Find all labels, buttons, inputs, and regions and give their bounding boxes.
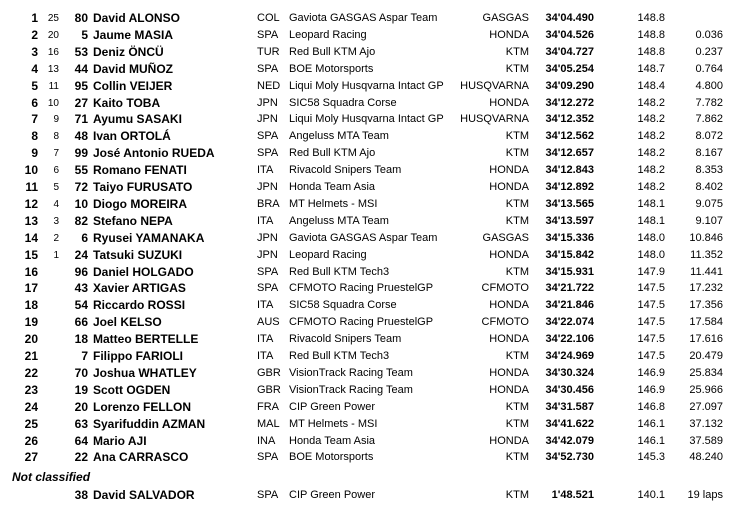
rider-number: 7 bbox=[81, 349, 88, 363]
gap: 37.132 bbox=[689, 417, 723, 430]
position: 13 bbox=[24, 213, 38, 228]
motorcycle: HONDA bbox=[489, 96, 529, 109]
team-name: Gaviota GASGAS Aspar Team bbox=[289, 231, 438, 244]
rider-number: 18 bbox=[74, 332, 88, 347]
position: 16 bbox=[24, 264, 38, 279]
rider-number: 22 bbox=[74, 450, 88, 465]
race-time: 34'15.336 bbox=[545, 231, 594, 244]
nationality: SPA bbox=[257, 28, 279, 41]
position: 19 bbox=[24, 315, 38, 330]
points: 3 bbox=[53, 215, 59, 227]
motorcycle: KTM bbox=[505, 417, 529, 430]
rider-number: 55 bbox=[74, 163, 88, 178]
avg-speed: 147.9 bbox=[637, 265, 665, 278]
nationality: ITA bbox=[257, 350, 274, 362]
rider-name: Joel KELSO bbox=[93, 315, 162, 330]
race-time: 34'05.254 bbox=[545, 62, 594, 75]
position: 26 bbox=[24, 433, 38, 448]
team-name: Red Bull KTM Ajo bbox=[289, 45, 376, 58]
race-time: 34'42.079 bbox=[545, 434, 594, 447]
motorcycle: CFMOTO bbox=[481, 282, 529, 295]
team-name: Red Bull KTM Ajo bbox=[289, 147, 376, 160]
gap: 11.352 bbox=[690, 248, 723, 261]
team-name: MT Helmets - MSI bbox=[289, 197, 378, 210]
motorcycle: HONDA bbox=[489, 181, 529, 193]
rider-name: Scott OGDEN bbox=[93, 382, 171, 397]
rider-name: Syarifuddin AZMAN bbox=[93, 416, 206, 431]
points: 25 bbox=[47, 13, 59, 24]
gap: 10.846 bbox=[689, 231, 723, 244]
avg-speed: 145.3 bbox=[637, 451, 665, 464]
rider-number: 72 bbox=[74, 180, 88, 194]
race-time: 34'41.622 bbox=[545, 417, 594, 430]
team-name: Leopard Racing bbox=[289, 28, 367, 41]
rider-name: Ayumu SASAKI bbox=[93, 112, 182, 127]
race-time: 34'31.587 bbox=[545, 400, 594, 413]
gap: 19 laps bbox=[687, 489, 723, 501]
rider-name: Ryusei YAMANAKA bbox=[93, 230, 205, 245]
gap: 17.616 bbox=[689, 333, 723, 346]
nationality: JPN bbox=[257, 96, 278, 109]
position: 4 bbox=[31, 61, 38, 76]
avg-speed: 148.2 bbox=[637, 113, 665, 126]
motorcycle: KTM bbox=[505, 62, 529, 75]
rider-name: Daniel HOLGADO bbox=[93, 264, 194, 279]
nationality: JPN bbox=[257, 248, 278, 261]
nationality: SPA bbox=[257, 265, 279, 278]
nationality: SPA bbox=[257, 62, 279, 75]
team-name: CFMOTO Racing PruestelGP bbox=[289, 282, 434, 295]
gap: 17.584 bbox=[689, 316, 723, 329]
nationality: ITA bbox=[257, 214, 274, 227]
race-time: 34'52.730 bbox=[545, 451, 594, 464]
team-name: BOE Motorsports bbox=[289, 451, 374, 464]
avg-speed: 148.0 bbox=[637, 231, 665, 244]
motorcycle: KTM bbox=[505, 350, 529, 362]
race-time: 34'12.272 bbox=[545, 96, 594, 109]
race-time: 34'22.074 bbox=[545, 316, 594, 329]
race-time: 34'04.727 bbox=[545, 45, 594, 58]
rider-name: Lorenzo FELLON bbox=[93, 399, 191, 414]
motorcycle: GASGAS bbox=[482, 231, 529, 244]
nationality: SPA bbox=[257, 451, 279, 464]
points: 6 bbox=[53, 165, 59, 177]
avg-speed: 148.4 bbox=[637, 79, 665, 92]
position: 27 bbox=[24, 450, 38, 465]
motorcycle: GASGAS bbox=[482, 12, 529, 24]
gap: 48.240 bbox=[689, 451, 723, 464]
points: 10 bbox=[47, 97, 59, 109]
rider-number: 20 bbox=[74, 399, 88, 414]
gap: 8.072 bbox=[695, 130, 723, 143]
rider-number: 24 bbox=[74, 247, 88, 262]
race-time: 34'15.931 bbox=[545, 265, 594, 278]
points: 20 bbox=[47, 29, 59, 41]
avg-speed: 148.1 bbox=[637, 197, 665, 210]
race-time: 34'22.106 bbox=[545, 333, 594, 346]
motorcycle: HONDA bbox=[489, 383, 529, 396]
team-name: Rivacold Snipers Team bbox=[289, 164, 402, 177]
rider-number: 48 bbox=[74, 129, 88, 144]
position: 8 bbox=[31, 129, 38, 144]
gap: 20.479 bbox=[689, 350, 723, 362]
result-row bbox=[0, 196, 745, 213]
rider-name: Collin VEIJER bbox=[93, 78, 173, 93]
gap: 4.800 bbox=[695, 79, 723, 92]
race-time: 34'21.846 bbox=[545, 299, 594, 312]
result-row bbox=[0, 399, 745, 416]
avg-speed: 146.9 bbox=[637, 383, 665, 396]
motorcycle: KTM bbox=[505, 451, 529, 464]
rider-number: 54 bbox=[74, 298, 88, 313]
gap: 37.589 bbox=[689, 434, 723, 447]
gap: 0.764 bbox=[695, 62, 723, 75]
rider-name: Jaume MASIA bbox=[93, 27, 174, 42]
nationality: AUS bbox=[257, 316, 280, 329]
rider-name: Stefano NEPA bbox=[93, 213, 173, 228]
motorcycle: CFMOTO bbox=[481, 316, 529, 329]
position: 21 bbox=[24, 349, 38, 363]
motorcycle: HUSQVARNA bbox=[460, 79, 529, 92]
rider-number: 6 bbox=[81, 230, 88, 245]
team-name: CFMOTO Racing PruestelGP bbox=[289, 316, 434, 329]
avg-speed: 148.2 bbox=[637, 147, 665, 160]
rider-name: Matteo BERTELLE bbox=[93, 332, 199, 347]
result-row bbox=[0, 348, 745, 365]
position: 23 bbox=[24, 382, 38, 397]
result-row bbox=[0, 487, 745, 504]
position: 10 bbox=[24, 163, 38, 178]
nationality: JPN bbox=[257, 113, 278, 126]
avg-speed: 148.0 bbox=[637, 248, 665, 261]
position: 3 bbox=[31, 44, 38, 59]
gap: 25.966 bbox=[689, 383, 723, 396]
rider-number: 27 bbox=[74, 95, 88, 110]
race-time: 34'12.657 bbox=[545, 147, 594, 160]
rider-name: Deniz ÖNCÜ bbox=[93, 44, 164, 59]
rider-name: Ivan ORTOLÁ bbox=[93, 129, 171, 144]
gap: 8.402 bbox=[695, 181, 723, 193]
motorcycle: KTM bbox=[505, 147, 529, 160]
points: 1 bbox=[53, 249, 59, 261]
avg-speed: 148.8 bbox=[637, 45, 665, 58]
race-time: 34'30.456 bbox=[545, 383, 594, 396]
motorcycle: KTM bbox=[505, 130, 529, 143]
avg-speed: 146.1 bbox=[637, 417, 665, 430]
rider-number: 38 bbox=[74, 488, 88, 502]
result-row bbox=[0, 382, 745, 399]
motorcycle: KTM bbox=[505, 489, 529, 501]
rider-name: Filippo FARIOLI bbox=[93, 349, 183, 363]
position: 18 bbox=[24, 298, 38, 313]
result-row bbox=[0, 365, 745, 382]
team-name: BOE Motorsports bbox=[289, 62, 374, 75]
nationality: ITA bbox=[257, 299, 274, 312]
team-name: SIC58 Squadra Corse bbox=[289, 299, 397, 312]
team-name: Gaviota GASGAS Aspar Team bbox=[289, 12, 438, 24]
rider-number: 96 bbox=[74, 264, 88, 279]
rider-name: Ana CARRASCO bbox=[93, 450, 189, 465]
result-row bbox=[0, 280, 745, 297]
nationality: NED bbox=[257, 79, 281, 92]
avg-speed: 147.5 bbox=[637, 282, 665, 295]
result-row bbox=[0, 95, 745, 112]
avg-speed: 146.8 bbox=[637, 400, 665, 413]
nationality: TUR bbox=[257, 45, 280, 58]
position: 1 bbox=[31, 11, 38, 25]
race-time: 1'48.521 bbox=[551, 489, 594, 501]
rider-name: Diogo MOREIRA bbox=[93, 196, 187, 211]
position: 20 bbox=[24, 332, 38, 347]
race-time: 34'13.597 bbox=[545, 214, 594, 227]
position: 9 bbox=[31, 146, 38, 161]
team-name: Angeluss MTA Team bbox=[289, 130, 389, 143]
rider-name: Xavier ARTIGAS bbox=[93, 281, 186, 296]
rider-number: 44 bbox=[74, 61, 88, 76]
gap: 17.232 bbox=[689, 282, 723, 295]
result-row bbox=[0, 61, 745, 78]
points: 7 bbox=[53, 148, 59, 160]
rider-number: 99 bbox=[74, 146, 88, 161]
race-time: 34'04.490 bbox=[545, 12, 594, 24]
motorcycle: HONDA bbox=[489, 164, 529, 177]
position: 14 bbox=[24, 230, 38, 245]
rider-name: Romano FENATI bbox=[93, 163, 187, 178]
rider-number: 10 bbox=[74, 196, 88, 211]
result-row bbox=[0, 27, 745, 44]
motorcycle: KTM bbox=[505, 400, 529, 413]
nationality: INA bbox=[257, 434, 276, 447]
rider-number: 80 bbox=[74, 11, 88, 25]
team-name: SIC58 Squadra Corse bbox=[289, 96, 397, 109]
avg-speed: 147.5 bbox=[637, 299, 665, 312]
rider-name: David MUÑOZ bbox=[93, 61, 174, 76]
position: 22 bbox=[24, 365, 38, 380]
rider-number: 82 bbox=[74, 213, 88, 228]
result-row bbox=[0, 297, 745, 314]
rider-name: David ALONSO bbox=[93, 11, 180, 25]
rider-name: José Antonio RUEDA bbox=[93, 146, 215, 161]
avg-speed: 148.2 bbox=[637, 181, 665, 193]
nationality: SPA bbox=[257, 489, 279, 501]
gap: 9.075 bbox=[695, 197, 723, 210]
avg-speed: 147.5 bbox=[637, 350, 665, 362]
result-row bbox=[0, 128, 745, 145]
motorcycle: HUSQVARNA bbox=[460, 113, 529, 126]
points: 5 bbox=[53, 182, 59, 193]
motorcycle: KTM bbox=[505, 45, 529, 58]
position: 11 bbox=[25, 180, 38, 194]
position: 7 bbox=[31, 112, 38, 127]
result-row bbox=[0, 449, 745, 466]
position: 12 bbox=[24, 196, 38, 211]
avg-speed: 148.1 bbox=[637, 214, 665, 227]
result-row bbox=[0, 145, 745, 162]
position: 15 bbox=[24, 247, 38, 262]
race-time: 34'13.565 bbox=[545, 197, 594, 210]
team-name: VisionTrack Racing Team bbox=[289, 366, 413, 379]
result-row bbox=[0, 213, 745, 230]
result-row bbox=[0, 264, 745, 281]
gap: 8.353 bbox=[695, 164, 723, 177]
gap: 8.167 bbox=[695, 147, 723, 160]
nationality: ITA bbox=[257, 333, 274, 346]
rider-name: Joshua WHATLEY bbox=[93, 365, 197, 380]
avg-speed: 148.2 bbox=[637, 164, 665, 177]
nationality: JPN bbox=[257, 181, 278, 193]
race-time: 34'21.722 bbox=[545, 282, 594, 295]
team-name: MT Helmets - MSI bbox=[289, 417, 378, 430]
race-time: 34'12.843 bbox=[545, 164, 594, 177]
gap: 0.237 bbox=[695, 45, 723, 58]
avg-speed: 148.8 bbox=[637, 28, 665, 41]
rider-number: 19 bbox=[74, 382, 88, 397]
motorcycle: HONDA bbox=[489, 28, 529, 41]
avg-speed: 147.5 bbox=[637, 316, 665, 329]
position: 17 bbox=[24, 281, 38, 296]
result-row bbox=[0, 44, 745, 61]
race-time: 34'09.290 bbox=[545, 79, 594, 92]
rider-name: Riccardo ROSSI bbox=[93, 298, 186, 313]
result-row bbox=[0, 247, 745, 264]
race-time: 34'04.526 bbox=[545, 28, 594, 41]
race-time: 34'12.352 bbox=[545, 113, 594, 126]
motorcycle: HONDA bbox=[489, 434, 529, 447]
race-time: 34'15.842 bbox=[545, 248, 594, 261]
points: 16 bbox=[47, 46, 59, 58]
nationality: SPA bbox=[257, 147, 279, 160]
avg-speed: 146.1 bbox=[637, 434, 665, 447]
rider-name: Taiyo FURUSATO bbox=[93, 180, 193, 194]
gap: 25.834 bbox=[689, 366, 723, 379]
rider-number: 66 bbox=[74, 315, 88, 330]
gap: 17.356 bbox=[689, 299, 723, 312]
nationality: GBR bbox=[257, 366, 281, 379]
rider-number: 95 bbox=[74, 78, 88, 93]
motorcycle: KTM bbox=[505, 197, 529, 210]
position: 25 bbox=[24, 416, 38, 431]
avg-speed: 148.2 bbox=[637, 130, 665, 143]
race-time: 34'12.892 bbox=[545, 181, 594, 193]
gap: 7.862 bbox=[695, 113, 723, 126]
motorcycle: KTM bbox=[505, 265, 529, 278]
points: 9 bbox=[53, 114, 59, 126]
nationality: FRA bbox=[257, 400, 279, 413]
gap: 11.441 bbox=[690, 265, 723, 278]
team-name: Honda Team Asia bbox=[289, 181, 376, 193]
result-row bbox=[0, 314, 745, 331]
rider-number: 53 bbox=[74, 44, 88, 59]
motorcycle: HONDA bbox=[489, 366, 529, 379]
team-name: Honda Team Asia bbox=[289, 434, 376, 447]
nationality: JPN bbox=[257, 231, 278, 244]
rider-name: David SALVADOR bbox=[93, 488, 195, 502]
nationality: BRA bbox=[257, 197, 280, 210]
position: 2 bbox=[31, 27, 38, 42]
result-row bbox=[0, 78, 745, 95]
race-time: 34'30.324 bbox=[545, 366, 594, 379]
team-name: CIP Green Power bbox=[289, 400, 376, 413]
nationality: ITA bbox=[257, 164, 274, 177]
team-name: Liqui Moly Husqvarna Intact GP bbox=[289, 113, 444, 126]
rider-name: Tatsuki SUZUKI bbox=[93, 247, 183, 262]
not-classified-header: Not classified bbox=[12, 470, 91, 484]
result-row bbox=[0, 416, 745, 433]
team-name: Liqui Moly Husqvarna Intact GP bbox=[289, 79, 444, 92]
position: 5 bbox=[31, 78, 38, 93]
nationality: GBR bbox=[257, 383, 281, 396]
avg-speed: 148.2 bbox=[637, 96, 665, 109]
gap: 9.107 bbox=[695, 214, 723, 227]
result-row bbox=[0, 111, 745, 128]
avg-speed: 148.7 bbox=[637, 62, 665, 75]
nationality: SPA bbox=[257, 130, 279, 143]
avg-speed: 146.9 bbox=[637, 366, 665, 379]
motorcycle: KTM bbox=[505, 214, 529, 227]
position: 24 bbox=[24, 399, 38, 414]
rider-name: Mario AJI bbox=[93, 433, 147, 448]
points: 8 bbox=[53, 131, 59, 143]
motorcycle: HONDA bbox=[489, 248, 529, 261]
points: 11 bbox=[48, 80, 59, 92]
position: 6 bbox=[31, 95, 38, 110]
gap: 0.036 bbox=[695, 28, 723, 41]
team-name: Red Bull KTM Tech3 bbox=[289, 350, 390, 362]
team-name: VisionTrack Racing Team bbox=[289, 383, 413, 396]
nationality: SPA bbox=[257, 282, 279, 295]
nationality: MAL bbox=[257, 417, 280, 430]
rider-number: 70 bbox=[74, 365, 88, 380]
avg-speed: 140.1 bbox=[637, 489, 665, 501]
points: 13 bbox=[47, 63, 59, 75]
gap: 27.097 bbox=[689, 400, 723, 413]
team-name: Angeluss MTA Team bbox=[289, 214, 389, 227]
avg-speed: 148.8 bbox=[637, 12, 665, 24]
rider-number: 71 bbox=[74, 112, 88, 127]
result-row bbox=[0, 331, 745, 348]
team-name: CIP Green Power bbox=[289, 489, 376, 501]
gap: 7.782 bbox=[695, 96, 723, 109]
rider-number: 5 bbox=[81, 27, 88, 42]
race-time: 34'12.562 bbox=[545, 130, 594, 143]
rider-number: 43 bbox=[74, 281, 88, 296]
result-row bbox=[0, 179, 745, 196]
result-row bbox=[0, 10, 745, 27]
team-name: Rivacold Snipers Team bbox=[289, 333, 402, 346]
team-name: Red Bull KTM Tech3 bbox=[289, 265, 390, 278]
result-row bbox=[0, 230, 745, 247]
motorcycle: HONDA bbox=[489, 299, 529, 312]
avg-speed: 147.5 bbox=[637, 333, 665, 346]
race-time: 34'24.969 bbox=[545, 350, 594, 362]
result-row bbox=[0, 433, 745, 450]
rider-number: 63 bbox=[74, 416, 88, 431]
team-name: Leopard Racing bbox=[289, 248, 367, 261]
result-row bbox=[0, 162, 745, 179]
motorcycle: HONDA bbox=[489, 333, 529, 346]
points: 4 bbox=[53, 198, 59, 210]
rider-name: Kaito TOBA bbox=[93, 95, 161, 110]
points: 2 bbox=[53, 232, 59, 244]
rider-number: 64 bbox=[74, 433, 88, 448]
nationality: COL bbox=[257, 12, 280, 24]
